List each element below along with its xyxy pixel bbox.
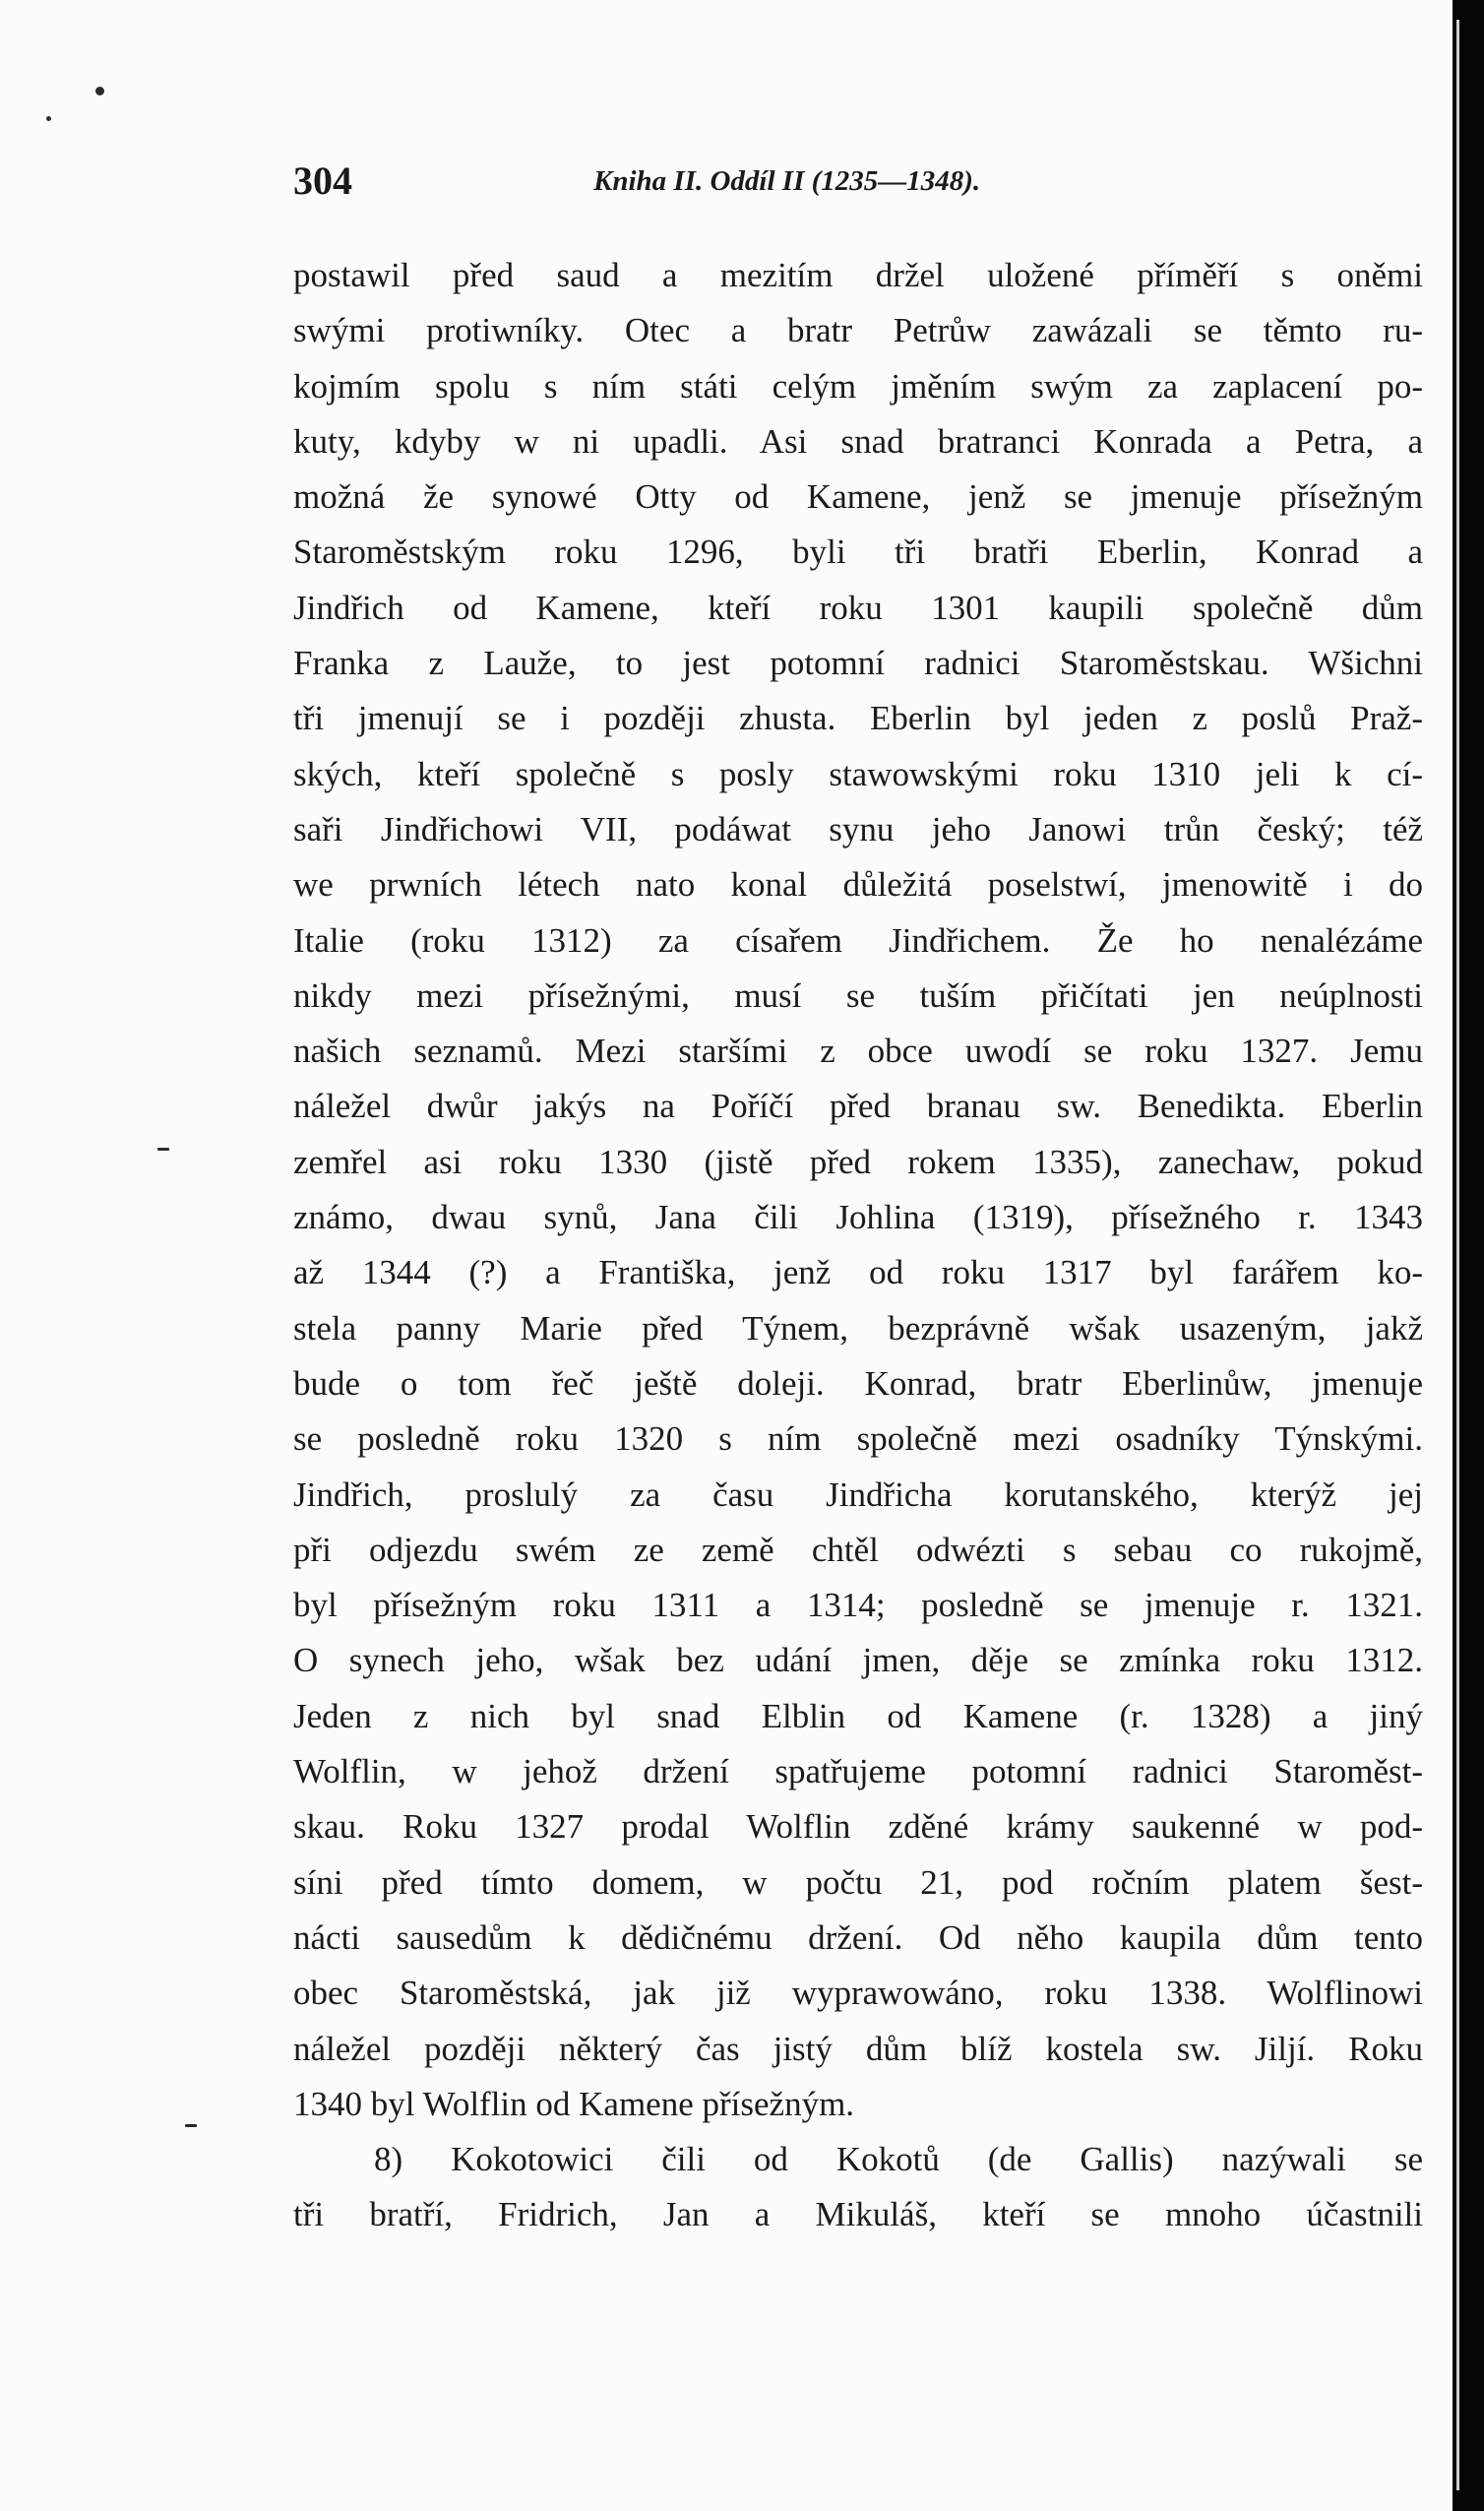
text-line: we prwních létech nato konal důležitá poselstwí, jmenowitě i do (293, 865, 1423, 905)
text-line: Franka z Lauže, to jest potomní radnici Staroměstskau. Wšichni (293, 644, 1423, 683)
text-line: postawil před saud a mezitím držel uložené příměří s oněmi (293, 256, 1423, 294)
margin-dash (185, 2124, 197, 2127)
text-line: kuty, kdyby w ni upadli. Asi snad bratranci Konrada a Petra, a (293, 421, 1423, 461)
text-line: Italie (roku 1312) za císařem Jindřichem. Že ho nenalézáme (293, 920, 1423, 960)
text-line: nácti sausedům k dědičnému držení. Od něho kaupila dům tento (293, 1917, 1423, 1957)
text-line: 8) Kokotowici čili od Kokotů (de Gallis) nazýwali se (374, 2140, 1423, 2179)
text-line: 1340 byl Wolflin od Kamene přísežným. (293, 2084, 855, 2123)
text-line: možná že synowé Otty od Kamene, jenž se jmenuje přísežným (293, 477, 1423, 517)
text-line: tři bratří, Fridrich, Jan a Mikuláš, kteří se mnoho účastnili (293, 2195, 1423, 2234)
text-line: zemřel asi roku 1330 (jistě před rokem 1335), zanechaw, pokud (293, 1142, 1423, 1181)
text-line: saři Jindřichowi VII, podáwat synu jeho Janowi trůn český; též (293, 809, 1423, 848)
margin-dash (157, 1148, 169, 1151)
text-line: známo, dwau synů, Jana čili Johlina (1319), přísežného r. 1343 (293, 1198, 1423, 1237)
text-line: našich seznamů. Mezi staršími z obce uwodí se roku 1327. Jemu (293, 1032, 1423, 1071)
body-text (293, 248, 1423, 2243)
text-line: při odjezdu swém ze země chtěl odwézti s sebau co rukojmě, (293, 1530, 1423, 1569)
text-line: Jeden z nich byl snad Elblin od Kamene (r. 1328) a jiný (293, 1696, 1423, 1735)
text-line: O synech jeho, wšak bez udání jmen, děje se zmínka roku 1312. (293, 1641, 1423, 1680)
text-line: náležel dwůr jakýs na Poříčí před branau sw. Benedikta. Eberlin (293, 1087, 1423, 1126)
text-line: Wolflin, w jehož držení spatřujeme potomní radnici Staroměst- (293, 1752, 1423, 1791)
page-number: 304 (293, 158, 352, 203)
running-head: Kniha II. Oddíl II (1235—1348). (593, 165, 981, 197)
speck-mark (46, 116, 51, 121)
page-header (293, 157, 1425, 213)
text-line: bude o tom řeč ještě doleji. Konrad, bratr Eberlinůw, jmenuje (293, 1363, 1423, 1403)
text-line: až 1344 (?) a Františka, jenž od roku 1317 byl farářem ko- (293, 1253, 1423, 1292)
text-line: stela panny Marie před Týnem, bezprávně wšak usazeným, jakž (293, 1308, 1423, 1348)
text-line: tři jmenují se i později zhusta. Eberlin byl jeden z poslů Praž- (293, 699, 1423, 738)
text-line: byl přísežným roku 1311 a 1314; posledně se jmenuje r. 1321. (293, 1586, 1423, 1625)
text-line: kojmím spolu s ním státi celým jměním swým za zaplacení po- (293, 366, 1423, 406)
speck-mark (95, 87, 104, 95)
text-line: Jindřich, proslulý za času Jindřicha korutanského, kterýž jej (293, 1475, 1423, 1514)
text-line: swými protiwníky. Otec a bratr Petrůw zawázali se těmto ru- (293, 311, 1423, 350)
text-line: náležel později některý čas jistý dům blíž kostela sw. Jiljí. Roku (293, 2029, 1423, 2068)
text-line: se posledně roku 1320 s ním společně mezi osadníky Týnskými. (293, 1419, 1423, 1459)
text-line: síni před tímto domem, w počtu 21, pod ročním platem šest- (293, 1862, 1423, 1902)
text-line: Jindřich od Kamene, kteří roku 1301 kaupili společně dům (293, 588, 1423, 627)
text-line: skau. Roku 1327 prodal Wolflin zděné krámy saukenné w pod- (293, 1807, 1423, 1847)
text-line: ských, kteří společně s posly stawowskými roku 1310 jeli k cí- (293, 754, 1423, 793)
text-line: Staroměstským roku 1296, byli tři bratři Eberlin, Konrad a (293, 533, 1423, 572)
text-line: obec Staroměstská, jak již wyprawowáno, roku 1338. Wolflinowi (293, 1974, 1423, 2013)
text-line: nikdy mezi přísežnými, musí se tuším přičítati jen neúplnosti (293, 975, 1423, 1015)
spine-edge-line (1456, 20, 1459, 2490)
